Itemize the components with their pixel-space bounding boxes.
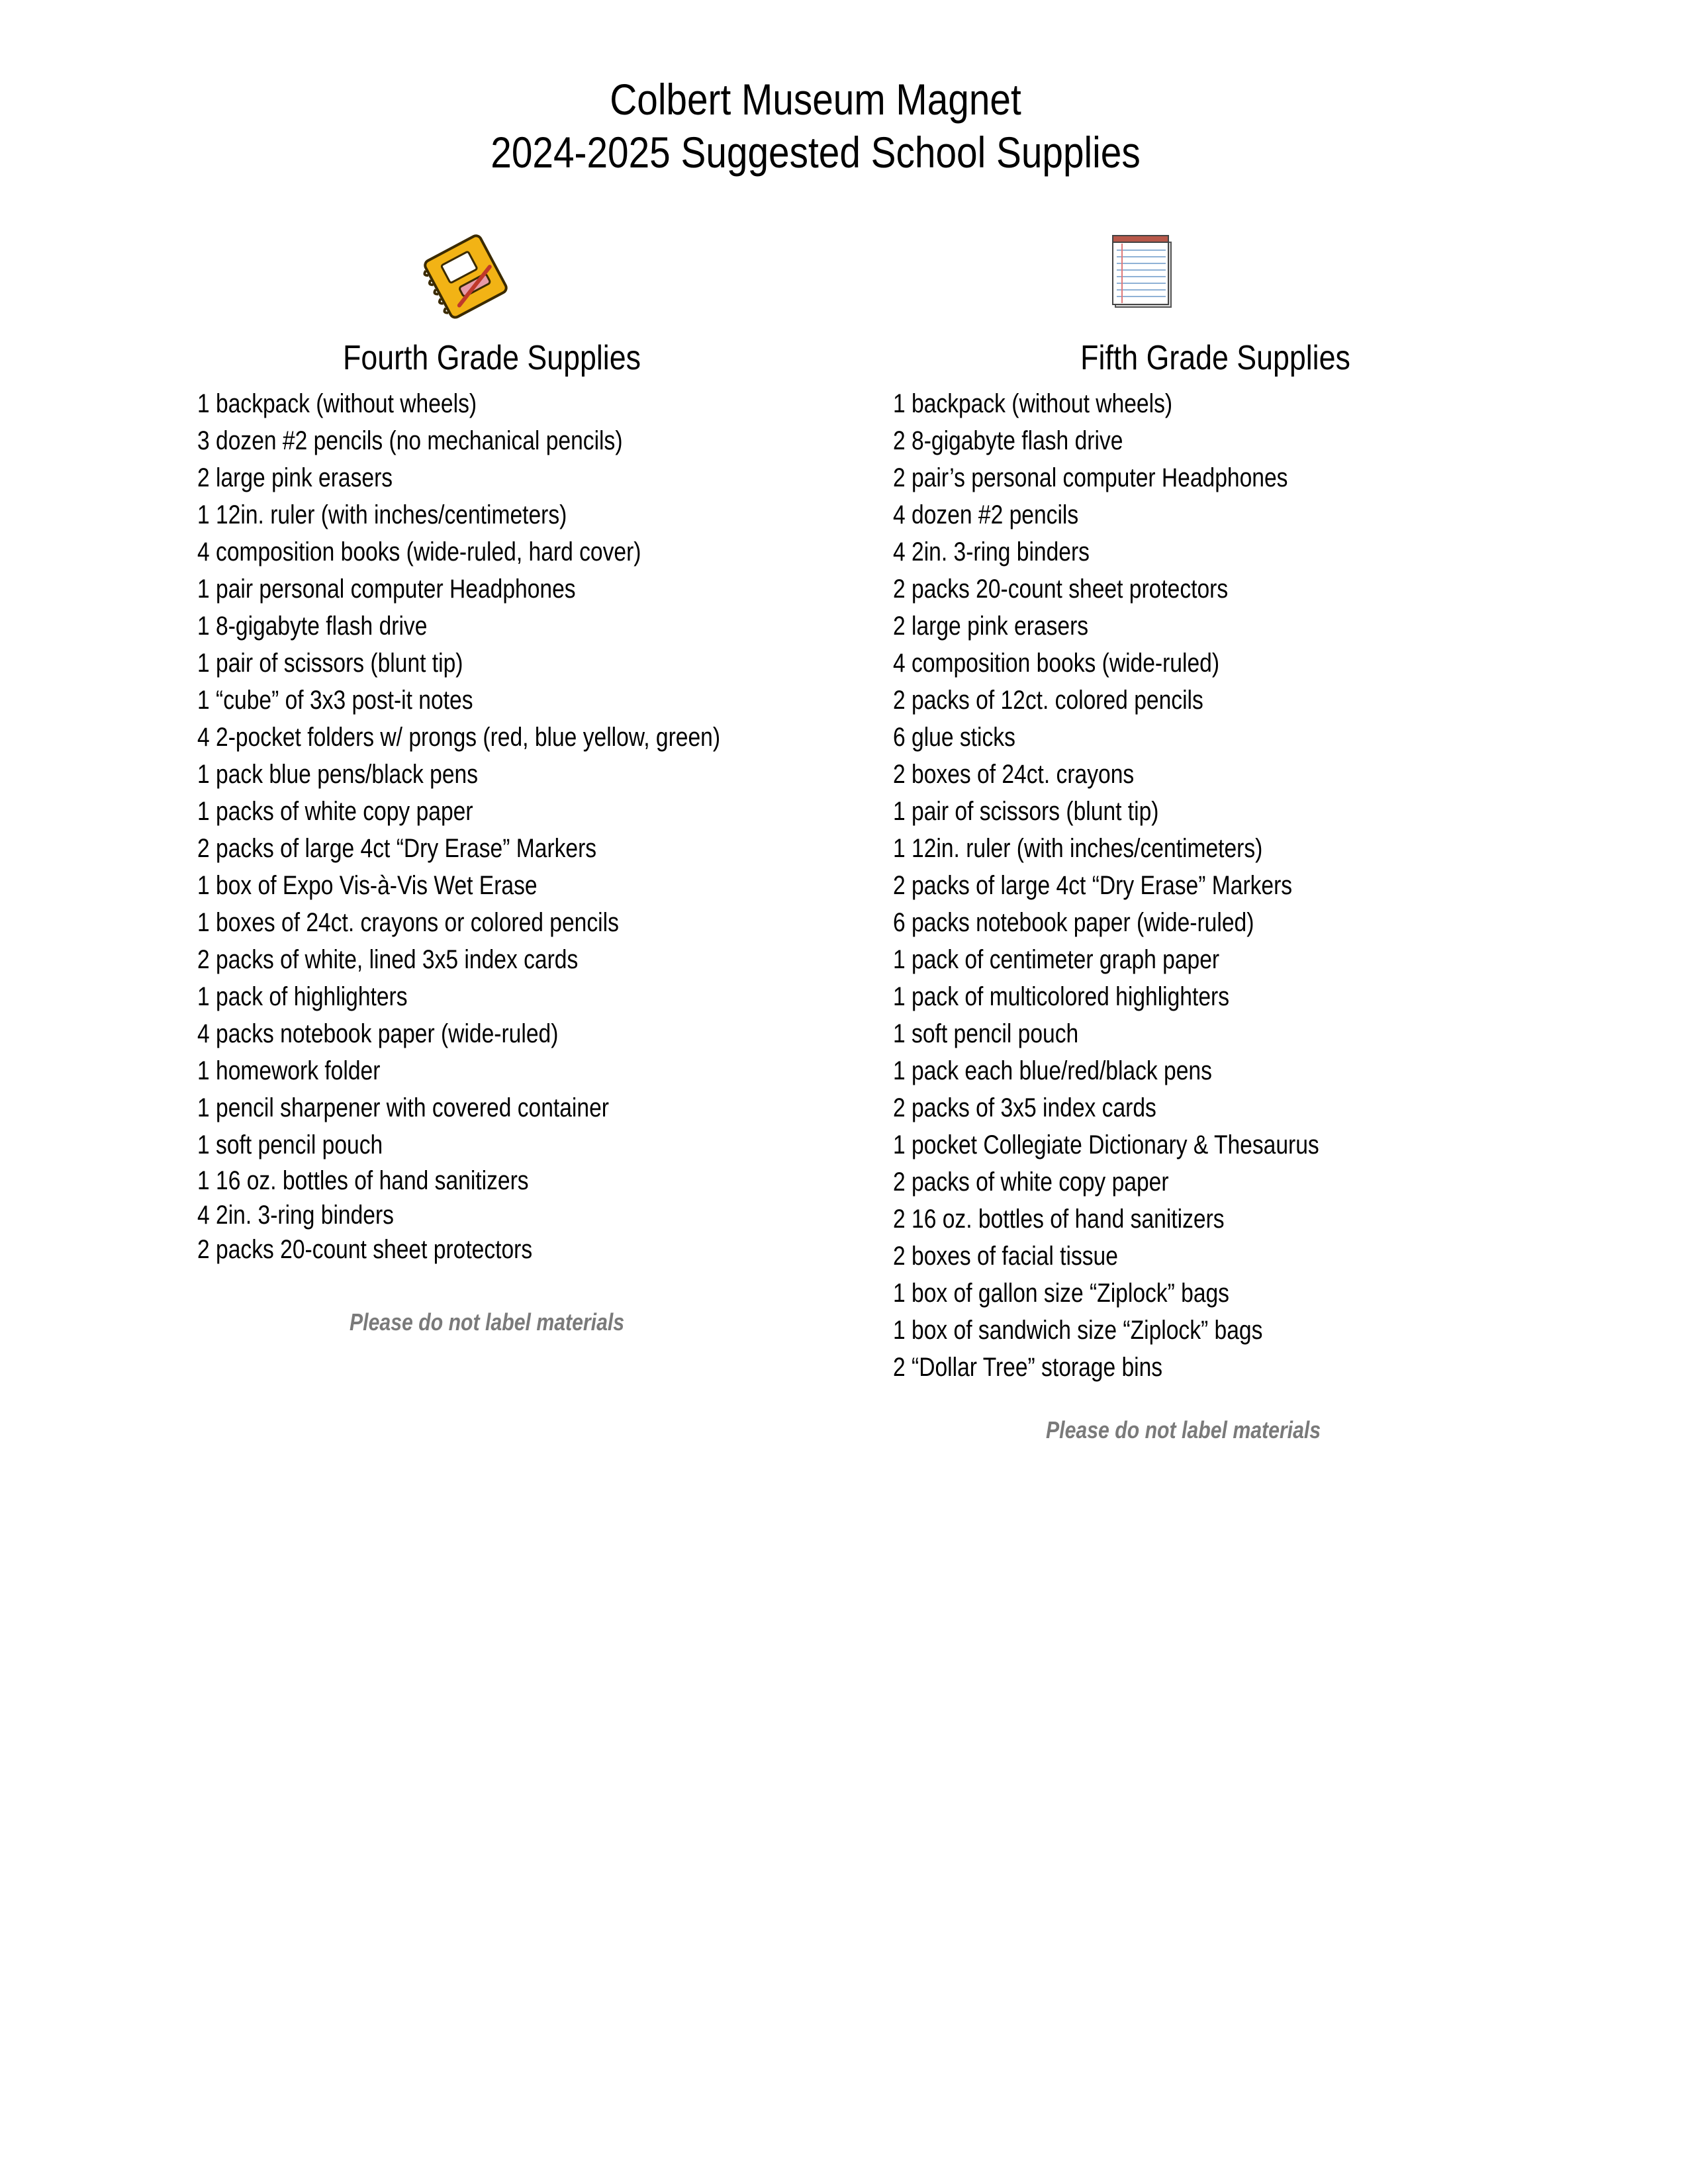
list-item: 6 packs notebook paper (wide-ruled) xyxy=(893,908,1254,937)
list-item: 1 soft pencil pouch xyxy=(893,1019,1079,1048)
list-item: 1 “cube” of 3x3 post-it notes xyxy=(197,686,473,715)
notebook-icon xyxy=(420,233,511,319)
document-title xyxy=(0,73,1631,179)
list-item: 1 soft pencil pouch xyxy=(197,1130,383,1160)
list-item: 2 large pink erasers xyxy=(197,463,393,492)
list-item: 2 “Dollar Tree” storage bins xyxy=(893,1353,1163,1382)
list-item: 1 backpack (without wheels) xyxy=(893,389,1173,418)
fifth-grade-note: Please do not label materials xyxy=(1046,1416,1321,1443)
list-item: 4 packs notebook paper (wide-ruled) xyxy=(197,1019,559,1048)
fourth-grade-note: Please do not label materials xyxy=(350,1308,625,1336)
fourth-grade-heading: Fourth Grade Supplies xyxy=(343,339,641,377)
list-item: 1 8-gigabyte flash drive xyxy=(197,612,428,641)
list-item: 2 packs of white, lined 3x5 index cards xyxy=(197,945,579,974)
list-item: 2 8-gigabyte flash drive xyxy=(893,426,1123,455)
list-item: 4 dozen #2 pencils xyxy=(893,500,1079,529)
list-item: 2 large pink erasers xyxy=(893,612,1089,641)
list-item: 4 composition books (wide-ruled) xyxy=(893,649,1220,678)
list-item: 1 16 oz. bottles of hand sanitizers xyxy=(197,1166,529,1195)
list-item: 1 box of Expo Vis-à-Vis Wet Erase xyxy=(197,871,538,900)
fourth-grade-list xyxy=(197,385,820,1267)
list-item: 2 packs of large 4ct “Dry Erase” Markers xyxy=(197,834,597,863)
list-item: 1 packs of white copy paper xyxy=(197,797,473,826)
list-item: 1 homework folder xyxy=(197,1056,381,1085)
list-title: 2024-2025 Suggested School Supplies xyxy=(491,128,1141,177)
list-item: 4 2in. 3-ring binders xyxy=(197,1201,394,1230)
list-item: 1 pack each blue/red/black pens xyxy=(893,1056,1212,1085)
list-item: 1 pair personal computer Headphones xyxy=(197,574,576,604)
fifth-grade-list xyxy=(893,385,1400,1386)
list-item: 2 pair’s personal computer Headphones xyxy=(893,463,1288,492)
list-item: 2 packs 20-count sheet protectors xyxy=(893,574,1229,604)
list-item: 2 16 oz. bottles of hand sanitizers xyxy=(893,1205,1225,1234)
list-item: 4 2-pocket folders w/ prongs (red, blue yellow, green) xyxy=(197,723,721,752)
list-item: 1 pack of highlighters xyxy=(197,982,408,1011)
list-item: 1 12in. ruler (with inches/centimeters) xyxy=(893,834,1263,863)
list-item: 4 composition books (wide-ruled, hard cover) xyxy=(197,537,641,567)
list-item: 2 packs of 12ct. colored pencils xyxy=(893,686,1203,715)
list-item: 2 packs of large 4ct “Dry Erase” Markers xyxy=(893,871,1293,900)
list-item: 2 packs 20-count sheet protectors xyxy=(197,1235,533,1264)
list-item: 1 box of sandwich size “Ziplock” bags xyxy=(893,1316,1263,1345)
list-item: 1 pair of scissors (blunt tip) xyxy=(197,649,463,678)
list-item: 3 dozen #2 pencils (no mechanical pencils) xyxy=(197,426,623,455)
list-item: 2 boxes of 24ct. crayons xyxy=(893,760,1135,789)
list-item: 1 pocket Collegiate Dictionary & Thesaurus xyxy=(893,1130,1319,1160)
list-item: 2 packs of 3x5 index cards xyxy=(893,1093,1156,1122)
list-item: 1 pack of centimeter graph paper xyxy=(893,945,1220,974)
list-item: 1 pair of scissors (blunt tip) xyxy=(893,797,1159,826)
list-item: 1 backpack (without wheels) xyxy=(197,389,477,418)
notepad-icon xyxy=(1109,233,1180,311)
list-item: 4 2in. 3-ring binders xyxy=(893,537,1090,567)
list-item: 1 pack of multicolored highlighters xyxy=(893,982,1230,1011)
list-item: 6 glue sticks xyxy=(893,723,1015,752)
school-name: Colbert Museum Magnet xyxy=(610,75,1021,124)
fifth-grade-heading: Fifth Grade Supplies xyxy=(1080,339,1350,377)
list-item: 1 12in. ruler (with inches/centimeters) xyxy=(197,500,567,529)
list-item: 2 packs of white copy paper xyxy=(893,1167,1169,1197)
list-item: 1 box of gallon size “Ziplock” bags xyxy=(893,1279,1229,1308)
list-item: 2 boxes of facial tissue xyxy=(893,1242,1118,1271)
list-item: 1 pencil sharpener with covered container xyxy=(197,1093,609,1122)
list-item: 1 boxes of 24ct. crayons or colored pencils xyxy=(197,908,619,937)
list-item: 1 pack blue pens/black pens xyxy=(197,760,479,789)
